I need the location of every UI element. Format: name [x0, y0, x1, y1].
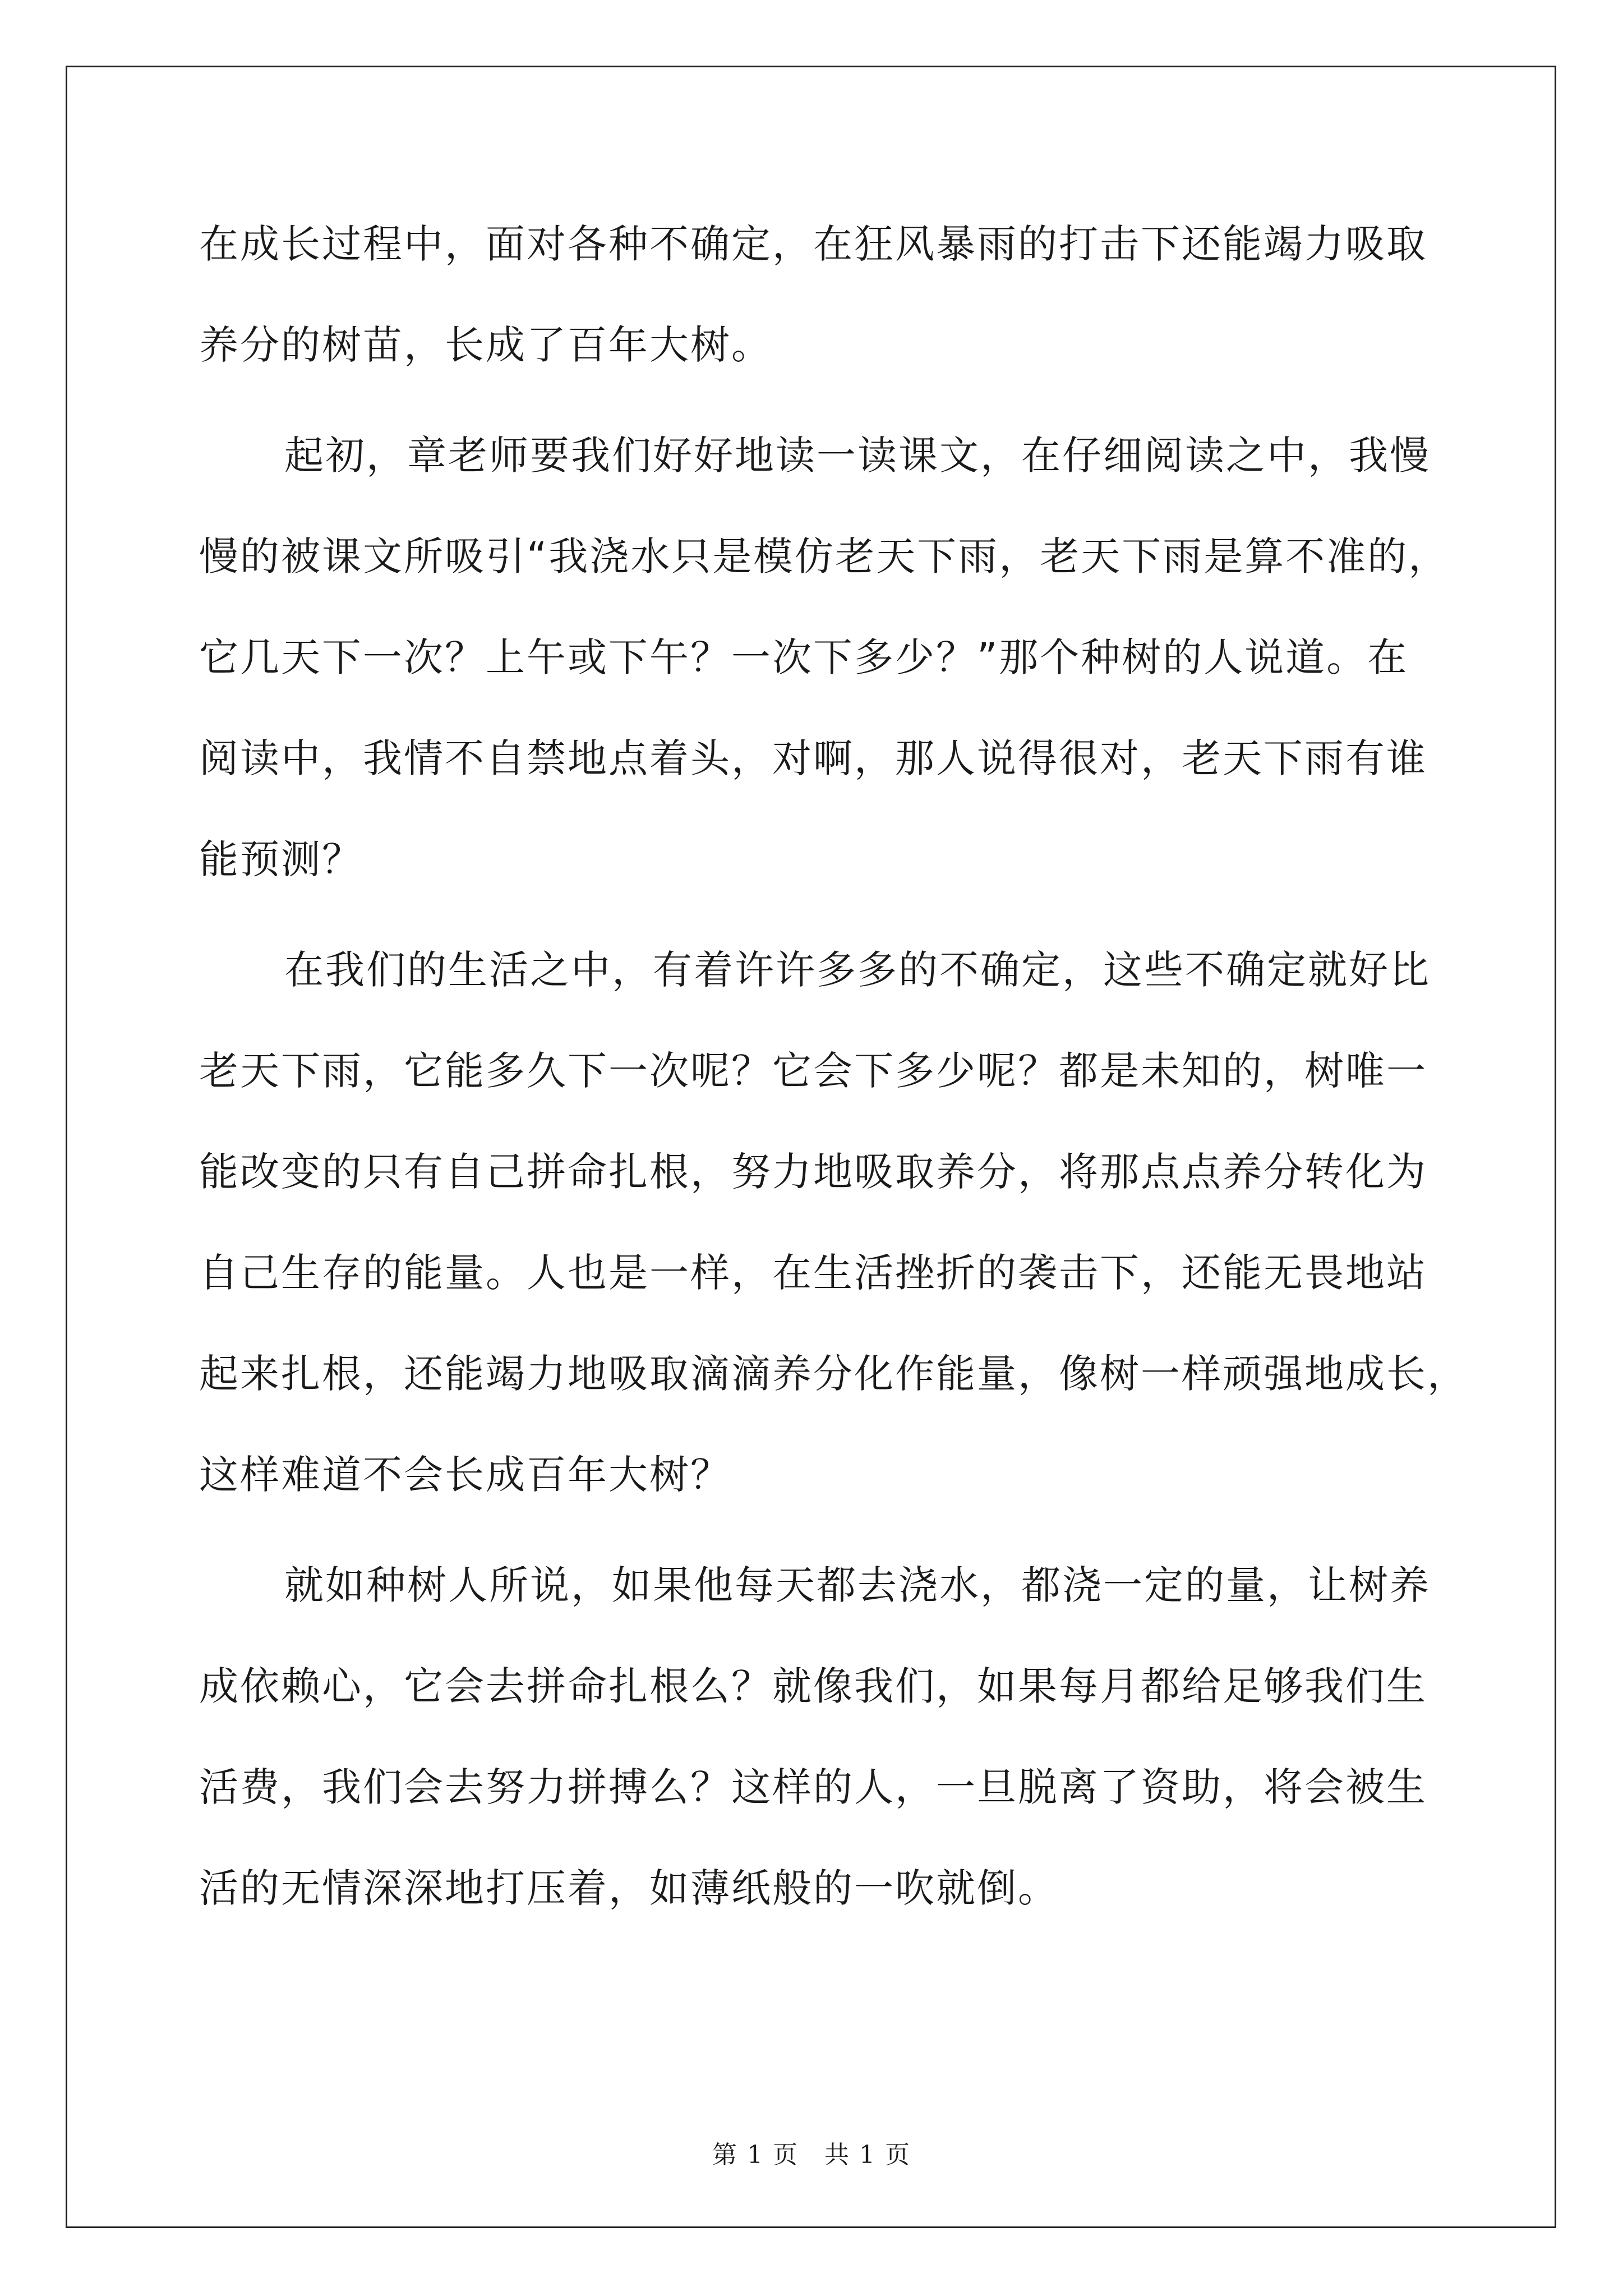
- text-line: 这样难道不会长成百年大树？: [199, 1452, 731, 1498]
- paragraph-4: [199, 1554, 1431, 1958]
- text-line: 能预测？: [199, 836, 363, 882]
- text-line: 在我们的生活之中，有着许许多多的不确定，这些不确定就好比: [284, 947, 1431, 993]
- text-line: 就如种树人所说，如果他每天都去浇水，都浇一定的量，让树养: [284, 1562, 1431, 1608]
- page-number-label: 第 1 页 共 1 页: [712, 2141, 911, 2169]
- text-line: 养分的树苗，长成了百年大树。: [199, 322, 772, 368]
- page-footer: [0, 2134, 1623, 2170]
- text-line: 阅读中，我情不自禁地点着头，对啊，那人说得很对，老天下雨有谁: [199, 735, 1427, 781]
- text-line: 成依赖心，它会去拼命扎根么？就像我们，如果每月都给足够我们生: [199, 1663, 1427, 1709]
- paragraph-3: [199, 939, 1468, 1554]
- text-line: 活的无情深深地打压着，如薄纸般的一吹就倒。: [199, 1865, 1059, 1911]
- document-body: [199, 213, 1468, 1958]
- text-line: 起来扎根，还能竭力地吸取滴滴养分化作能量，像树一样顽强地成长，: [199, 1351, 1468, 1397]
- paragraph-2: [199, 425, 1450, 939]
- text-line: 能改变的只有自己拼命扎根，努力地吸取养分，将那点点养分转化为: [199, 1149, 1427, 1195]
- text-line: 活费，我们会去努力拼搏么？这样的人，一旦脱离了资助，将会被生: [199, 1764, 1427, 1810]
- text-line: 它几天下一次？上午或下午？一次下多少？”那个种树的人说道。在: [199, 634, 1409, 680]
- paragraph-1: [199, 213, 1427, 425]
- text-line: 在成长过程中，面对各种不确定，在狂风暴雨的打击下还能竭力吸取: [199, 221, 1427, 267]
- text-line: 慢的被课文所吸引“我浇水只是模仿老天下雨，老天下雨是算不准的，: [199, 533, 1450, 579]
- text-line: 起初，章老师要我们好好地读一读课文，在仔细阅读之中，我慢: [284, 432, 1431, 478]
- text-line: 老天下雨，它能多久下一次呢？它会下多少呢？都是未知的，树唯一: [199, 1048, 1427, 1094]
- text-line: 自己生存的能量。人也是一样，在生活挫折的袭击下，还能无畏地站: [199, 1250, 1427, 1296]
